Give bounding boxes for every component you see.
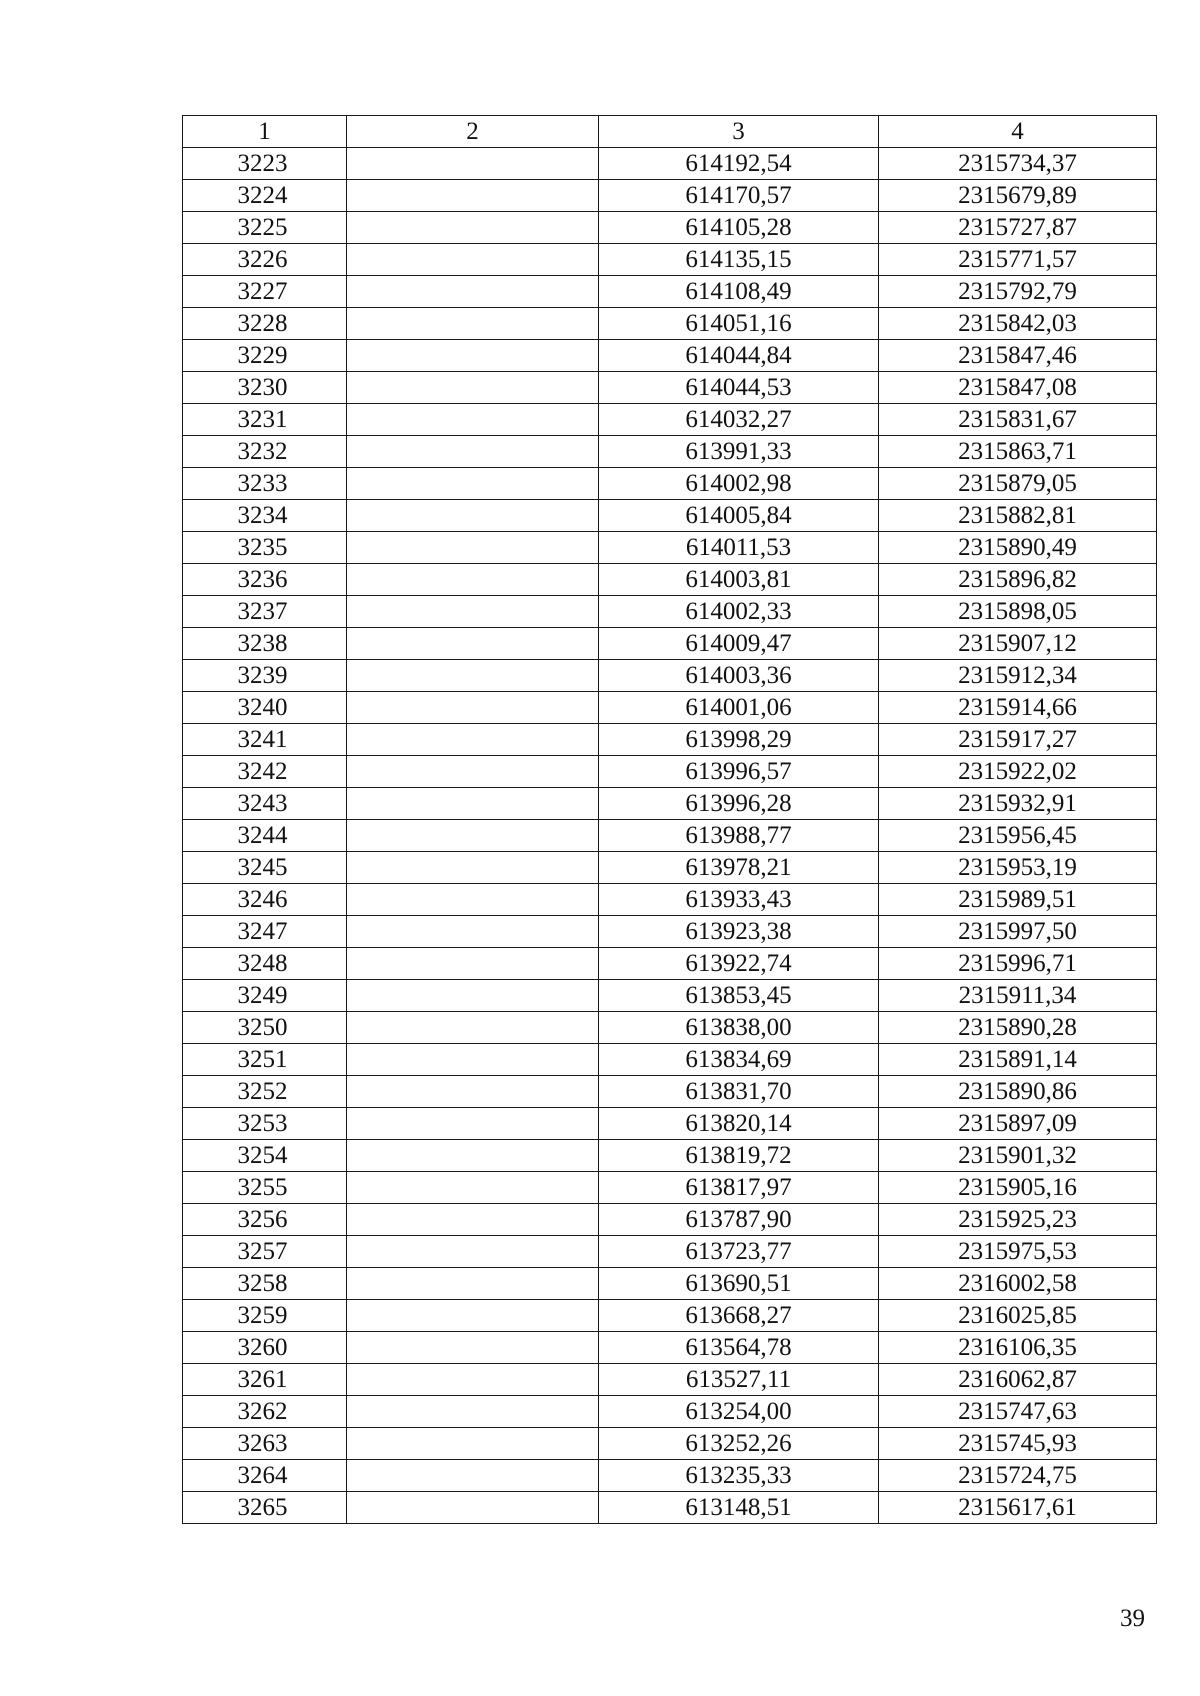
x-coordinate-cell: 614044,53	[599, 372, 879, 404]
y-coordinate-cell: 2315901,32	[879, 1140, 1157, 1172]
y-coordinate-cell: 2315922,02	[879, 756, 1157, 788]
point-number-cell: 3255	[183, 1172, 347, 1204]
y-coordinate-cell: 2316025,85	[879, 1300, 1157, 1332]
x-coordinate-cell: 613252,26	[599, 1428, 879, 1460]
y-coordinate-cell: 2315747,63	[879, 1396, 1157, 1428]
empty-cell	[347, 724, 599, 756]
x-coordinate-cell: 614009,47	[599, 628, 879, 660]
table-row	[183, 1396, 1157, 1428]
point-number-cell: 3232	[183, 436, 347, 468]
y-coordinate-cell: 2315679,89	[879, 180, 1157, 212]
table-row	[183, 404, 1157, 436]
table-row	[183, 948, 1157, 980]
table-row	[183, 564, 1157, 596]
point-number-cell: 3251	[183, 1044, 347, 1076]
table-row	[183, 372, 1157, 404]
empty-cell	[347, 372, 599, 404]
y-coordinate-cell: 2315997,50	[879, 916, 1157, 948]
x-coordinate-cell: 613564,78	[599, 1332, 879, 1364]
empty-cell	[347, 468, 599, 500]
x-coordinate-cell: 614170,57	[599, 180, 879, 212]
y-coordinate-cell: 2315989,51	[879, 884, 1157, 916]
point-number-cell: 3236	[183, 564, 347, 596]
table-row	[183, 1012, 1157, 1044]
point-number-cell: 3231	[183, 404, 347, 436]
table-body	[183, 148, 1157, 1524]
empty-cell	[347, 948, 599, 980]
table-row	[183, 308, 1157, 340]
x-coordinate-cell: 613831,70	[599, 1076, 879, 1108]
y-coordinate-cell: 2315890,86	[879, 1076, 1157, 1108]
empty-cell	[347, 532, 599, 564]
y-coordinate-cell: 2315917,27	[879, 724, 1157, 756]
table-row	[183, 1428, 1157, 1460]
empty-cell	[347, 500, 599, 532]
x-coordinate-cell: 613820,14	[599, 1108, 879, 1140]
y-coordinate-cell: 2315890,28	[879, 1012, 1157, 1044]
y-coordinate-cell: 2315914,66	[879, 692, 1157, 724]
point-number-cell: 3229	[183, 340, 347, 372]
x-coordinate-cell: 613668,27	[599, 1300, 879, 1332]
page-number: 39	[1120, 1605, 1145, 1632]
x-coordinate-cell: 614135,15	[599, 244, 879, 276]
table-row	[183, 756, 1157, 788]
table-row	[183, 788, 1157, 820]
point-number-cell: 3265	[183, 1492, 347, 1524]
empty-cell	[347, 1108, 599, 1140]
x-coordinate-cell: 613527,11	[599, 1364, 879, 1396]
empty-cell	[347, 1204, 599, 1236]
y-coordinate-cell: 2315897,09	[879, 1108, 1157, 1140]
x-coordinate-cell: 613254,00	[599, 1396, 879, 1428]
point-number-cell: 3261	[183, 1364, 347, 1396]
empty-cell	[347, 180, 599, 212]
y-coordinate-cell: 2315734,37	[879, 148, 1157, 180]
y-coordinate-cell: 2315727,87	[879, 212, 1157, 244]
point-number-cell: 3235	[183, 532, 347, 564]
x-coordinate-cell: 613853,45	[599, 980, 879, 1012]
table-row	[183, 276, 1157, 308]
point-number-cell: 3253	[183, 1108, 347, 1140]
table-row	[183, 1268, 1157, 1300]
table-row	[183, 660, 1157, 692]
empty-cell	[347, 756, 599, 788]
empty-cell	[347, 1076, 599, 1108]
y-coordinate-cell: 2315879,05	[879, 468, 1157, 500]
table-row	[183, 724, 1157, 756]
empty-cell	[347, 244, 599, 276]
point-number-cell: 3226	[183, 244, 347, 276]
x-coordinate-cell: 613922,74	[599, 948, 879, 980]
empty-cell	[347, 692, 599, 724]
x-coordinate-cell: 613834,69	[599, 1044, 879, 1076]
y-coordinate-cell: 2315891,14	[879, 1044, 1157, 1076]
table-row	[183, 1364, 1157, 1396]
y-coordinate-cell: 2315842,03	[879, 308, 1157, 340]
x-coordinate-cell: 613996,28	[599, 788, 879, 820]
point-number-cell: 3243	[183, 788, 347, 820]
x-coordinate-cell: 613787,90	[599, 1204, 879, 1236]
table-row	[183, 180, 1157, 212]
point-number-cell: 3248	[183, 948, 347, 980]
x-coordinate-cell: 614192,54	[599, 148, 879, 180]
empty-cell	[347, 1012, 599, 1044]
point-number-cell: 3234	[183, 500, 347, 532]
table-row	[183, 1140, 1157, 1172]
y-coordinate-cell: 2315890,49	[879, 532, 1157, 564]
x-coordinate-cell: 614044,84	[599, 340, 879, 372]
y-coordinate-cell: 2315907,12	[879, 628, 1157, 660]
y-coordinate-cell: 2315953,19	[879, 852, 1157, 884]
empty-cell	[347, 788, 599, 820]
point-number-cell: 3254	[183, 1140, 347, 1172]
point-number-cell: 3225	[183, 212, 347, 244]
empty-cell	[347, 596, 599, 628]
x-coordinate-cell: 613817,97	[599, 1172, 879, 1204]
table-row	[183, 884, 1157, 916]
y-coordinate-cell: 2315863,71	[879, 436, 1157, 468]
table-row	[183, 500, 1157, 532]
empty-cell	[347, 1300, 599, 1332]
point-number-cell: 3263	[183, 1428, 347, 1460]
y-coordinate-cell: 2315882,81	[879, 500, 1157, 532]
x-coordinate-cell: 613819,72	[599, 1140, 879, 1172]
empty-cell	[347, 1044, 599, 1076]
y-coordinate-cell: 2315745,93	[879, 1428, 1157, 1460]
table-row	[183, 980, 1157, 1012]
column-header-1: 1	[183, 116, 347, 148]
y-coordinate-cell: 2315975,53	[879, 1236, 1157, 1268]
point-number-cell: 3259	[183, 1300, 347, 1332]
table-row	[183, 1044, 1157, 1076]
point-number-cell: 3224	[183, 180, 347, 212]
point-number-cell: 3245	[183, 852, 347, 884]
empty-cell	[347, 1428, 599, 1460]
empty-cell	[347, 1268, 599, 1300]
empty-cell	[347, 340, 599, 372]
table-row	[183, 596, 1157, 628]
x-coordinate-cell: 613998,29	[599, 724, 879, 756]
point-number-cell: 3247	[183, 916, 347, 948]
table-row	[183, 1332, 1157, 1364]
y-coordinate-cell: 2315771,57	[879, 244, 1157, 276]
x-coordinate-cell: 614105,28	[599, 212, 879, 244]
table-row	[183, 692, 1157, 724]
empty-cell	[347, 148, 599, 180]
y-coordinate-cell: 2315996,71	[879, 948, 1157, 980]
empty-cell	[347, 404, 599, 436]
x-coordinate-cell: 614003,81	[599, 564, 879, 596]
column-header-2: 2	[347, 116, 599, 148]
x-coordinate-cell: 614011,53	[599, 532, 879, 564]
table-header	[183, 116, 1157, 148]
y-coordinate-cell: 2315792,79	[879, 276, 1157, 308]
empty-cell	[347, 628, 599, 660]
point-number-cell: 3240	[183, 692, 347, 724]
table-row	[183, 436, 1157, 468]
empty-cell	[347, 916, 599, 948]
y-coordinate-cell: 2315932,91	[879, 788, 1157, 820]
x-coordinate-cell: 613148,51	[599, 1492, 879, 1524]
point-number-cell: 3246	[183, 884, 347, 916]
table-row	[183, 532, 1157, 564]
y-coordinate-cell: 2315724,75	[879, 1460, 1157, 1492]
table-row	[183, 148, 1157, 180]
y-coordinate-cell: 2315925,23	[879, 1204, 1157, 1236]
x-coordinate-cell: 613235,33	[599, 1460, 879, 1492]
empty-cell	[347, 1140, 599, 1172]
table-row	[183, 468, 1157, 500]
point-number-cell: 3250	[183, 1012, 347, 1044]
point-number-cell: 3223	[183, 148, 347, 180]
empty-cell	[347, 884, 599, 916]
table-header-row	[183, 116, 1157, 148]
empty-cell	[347, 1492, 599, 1524]
table-row	[183, 1108, 1157, 1140]
y-coordinate-cell: 2315956,45	[879, 820, 1157, 852]
x-coordinate-cell: 613988,77	[599, 820, 879, 852]
y-coordinate-cell: 2315896,82	[879, 564, 1157, 596]
table-row	[183, 1172, 1157, 1204]
point-number-cell: 3238	[183, 628, 347, 660]
y-coordinate-cell: 2315617,61	[879, 1492, 1157, 1524]
y-coordinate-cell: 2316002,58	[879, 1268, 1157, 1300]
empty-cell	[347, 1332, 599, 1364]
empty-cell	[347, 436, 599, 468]
x-coordinate-cell: 613978,21	[599, 852, 879, 884]
point-number-cell: 3239	[183, 660, 347, 692]
table-row	[183, 1204, 1157, 1236]
x-coordinate-cell: 614051,16	[599, 308, 879, 340]
point-number-cell: 3227	[183, 276, 347, 308]
empty-cell	[347, 660, 599, 692]
point-number-cell: 3244	[183, 820, 347, 852]
x-coordinate-cell: 613690,51	[599, 1268, 879, 1300]
x-coordinate-cell: 613723,77	[599, 1236, 879, 1268]
table-row	[183, 1492, 1157, 1524]
empty-cell	[347, 276, 599, 308]
point-number-cell: 3256	[183, 1204, 347, 1236]
table-row	[183, 916, 1157, 948]
table-row	[183, 820, 1157, 852]
table-row	[183, 628, 1157, 660]
y-coordinate-cell: 2316106,35	[879, 1332, 1157, 1364]
column-header-3: 3	[599, 116, 879, 148]
empty-cell	[347, 1364, 599, 1396]
table-row	[183, 1300, 1157, 1332]
x-coordinate-cell: 614108,49	[599, 276, 879, 308]
point-number-cell: 3249	[183, 980, 347, 1012]
empty-cell	[347, 1396, 599, 1428]
y-coordinate-cell: 2315905,16	[879, 1172, 1157, 1204]
x-coordinate-cell: 613996,57	[599, 756, 879, 788]
x-coordinate-cell: 613923,38	[599, 916, 879, 948]
point-number-cell: 3237	[183, 596, 347, 628]
column-header-4: 4	[879, 116, 1157, 148]
y-coordinate-cell: 2315831,67	[879, 404, 1157, 436]
point-number-cell: 3228	[183, 308, 347, 340]
x-coordinate-cell: 613933,43	[599, 884, 879, 916]
y-coordinate-cell: 2315898,05	[879, 596, 1157, 628]
point-number-cell: 3257	[183, 1236, 347, 1268]
table-row	[183, 244, 1157, 276]
table-row	[183, 1236, 1157, 1268]
point-number-cell: 3230	[183, 372, 347, 404]
table-row	[183, 852, 1157, 884]
coordinates-table	[182, 115, 1157, 1524]
x-coordinate-cell: 614001,06	[599, 692, 879, 724]
y-coordinate-cell: 2315847,08	[879, 372, 1157, 404]
empty-cell	[347, 1460, 599, 1492]
point-number-cell: 3264	[183, 1460, 347, 1492]
empty-cell	[347, 564, 599, 596]
point-number-cell: 3242	[183, 756, 347, 788]
x-coordinate-cell: 614002,33	[599, 596, 879, 628]
x-coordinate-cell: 614005,84	[599, 500, 879, 532]
empty-cell	[347, 308, 599, 340]
point-number-cell: 3262	[183, 1396, 347, 1428]
empty-cell	[347, 1172, 599, 1204]
table-row	[183, 1460, 1157, 1492]
empty-cell	[347, 980, 599, 1012]
x-coordinate-cell: 613838,00	[599, 1012, 879, 1044]
y-coordinate-cell: 2315847,46	[879, 340, 1157, 372]
table-row	[183, 1076, 1157, 1108]
x-coordinate-cell: 614002,98	[599, 468, 879, 500]
y-coordinate-cell: 2315911,34	[879, 980, 1157, 1012]
empty-cell	[347, 212, 599, 244]
table-row	[183, 212, 1157, 244]
y-coordinate-cell: 2315912,34	[879, 660, 1157, 692]
empty-cell	[347, 852, 599, 884]
point-number-cell: 3260	[183, 1332, 347, 1364]
point-number-cell: 3252	[183, 1076, 347, 1108]
y-coordinate-cell: 2316062,87	[879, 1364, 1157, 1396]
point-number-cell: 3233	[183, 468, 347, 500]
empty-cell	[347, 820, 599, 852]
table-row	[183, 340, 1157, 372]
point-number-cell: 3258	[183, 1268, 347, 1300]
x-coordinate-cell: 613991,33	[599, 436, 879, 468]
x-coordinate-cell: 614032,27	[599, 404, 879, 436]
point-number-cell: 3241	[183, 724, 347, 756]
x-coordinate-cell: 614003,36	[599, 660, 879, 692]
empty-cell	[347, 1236, 599, 1268]
